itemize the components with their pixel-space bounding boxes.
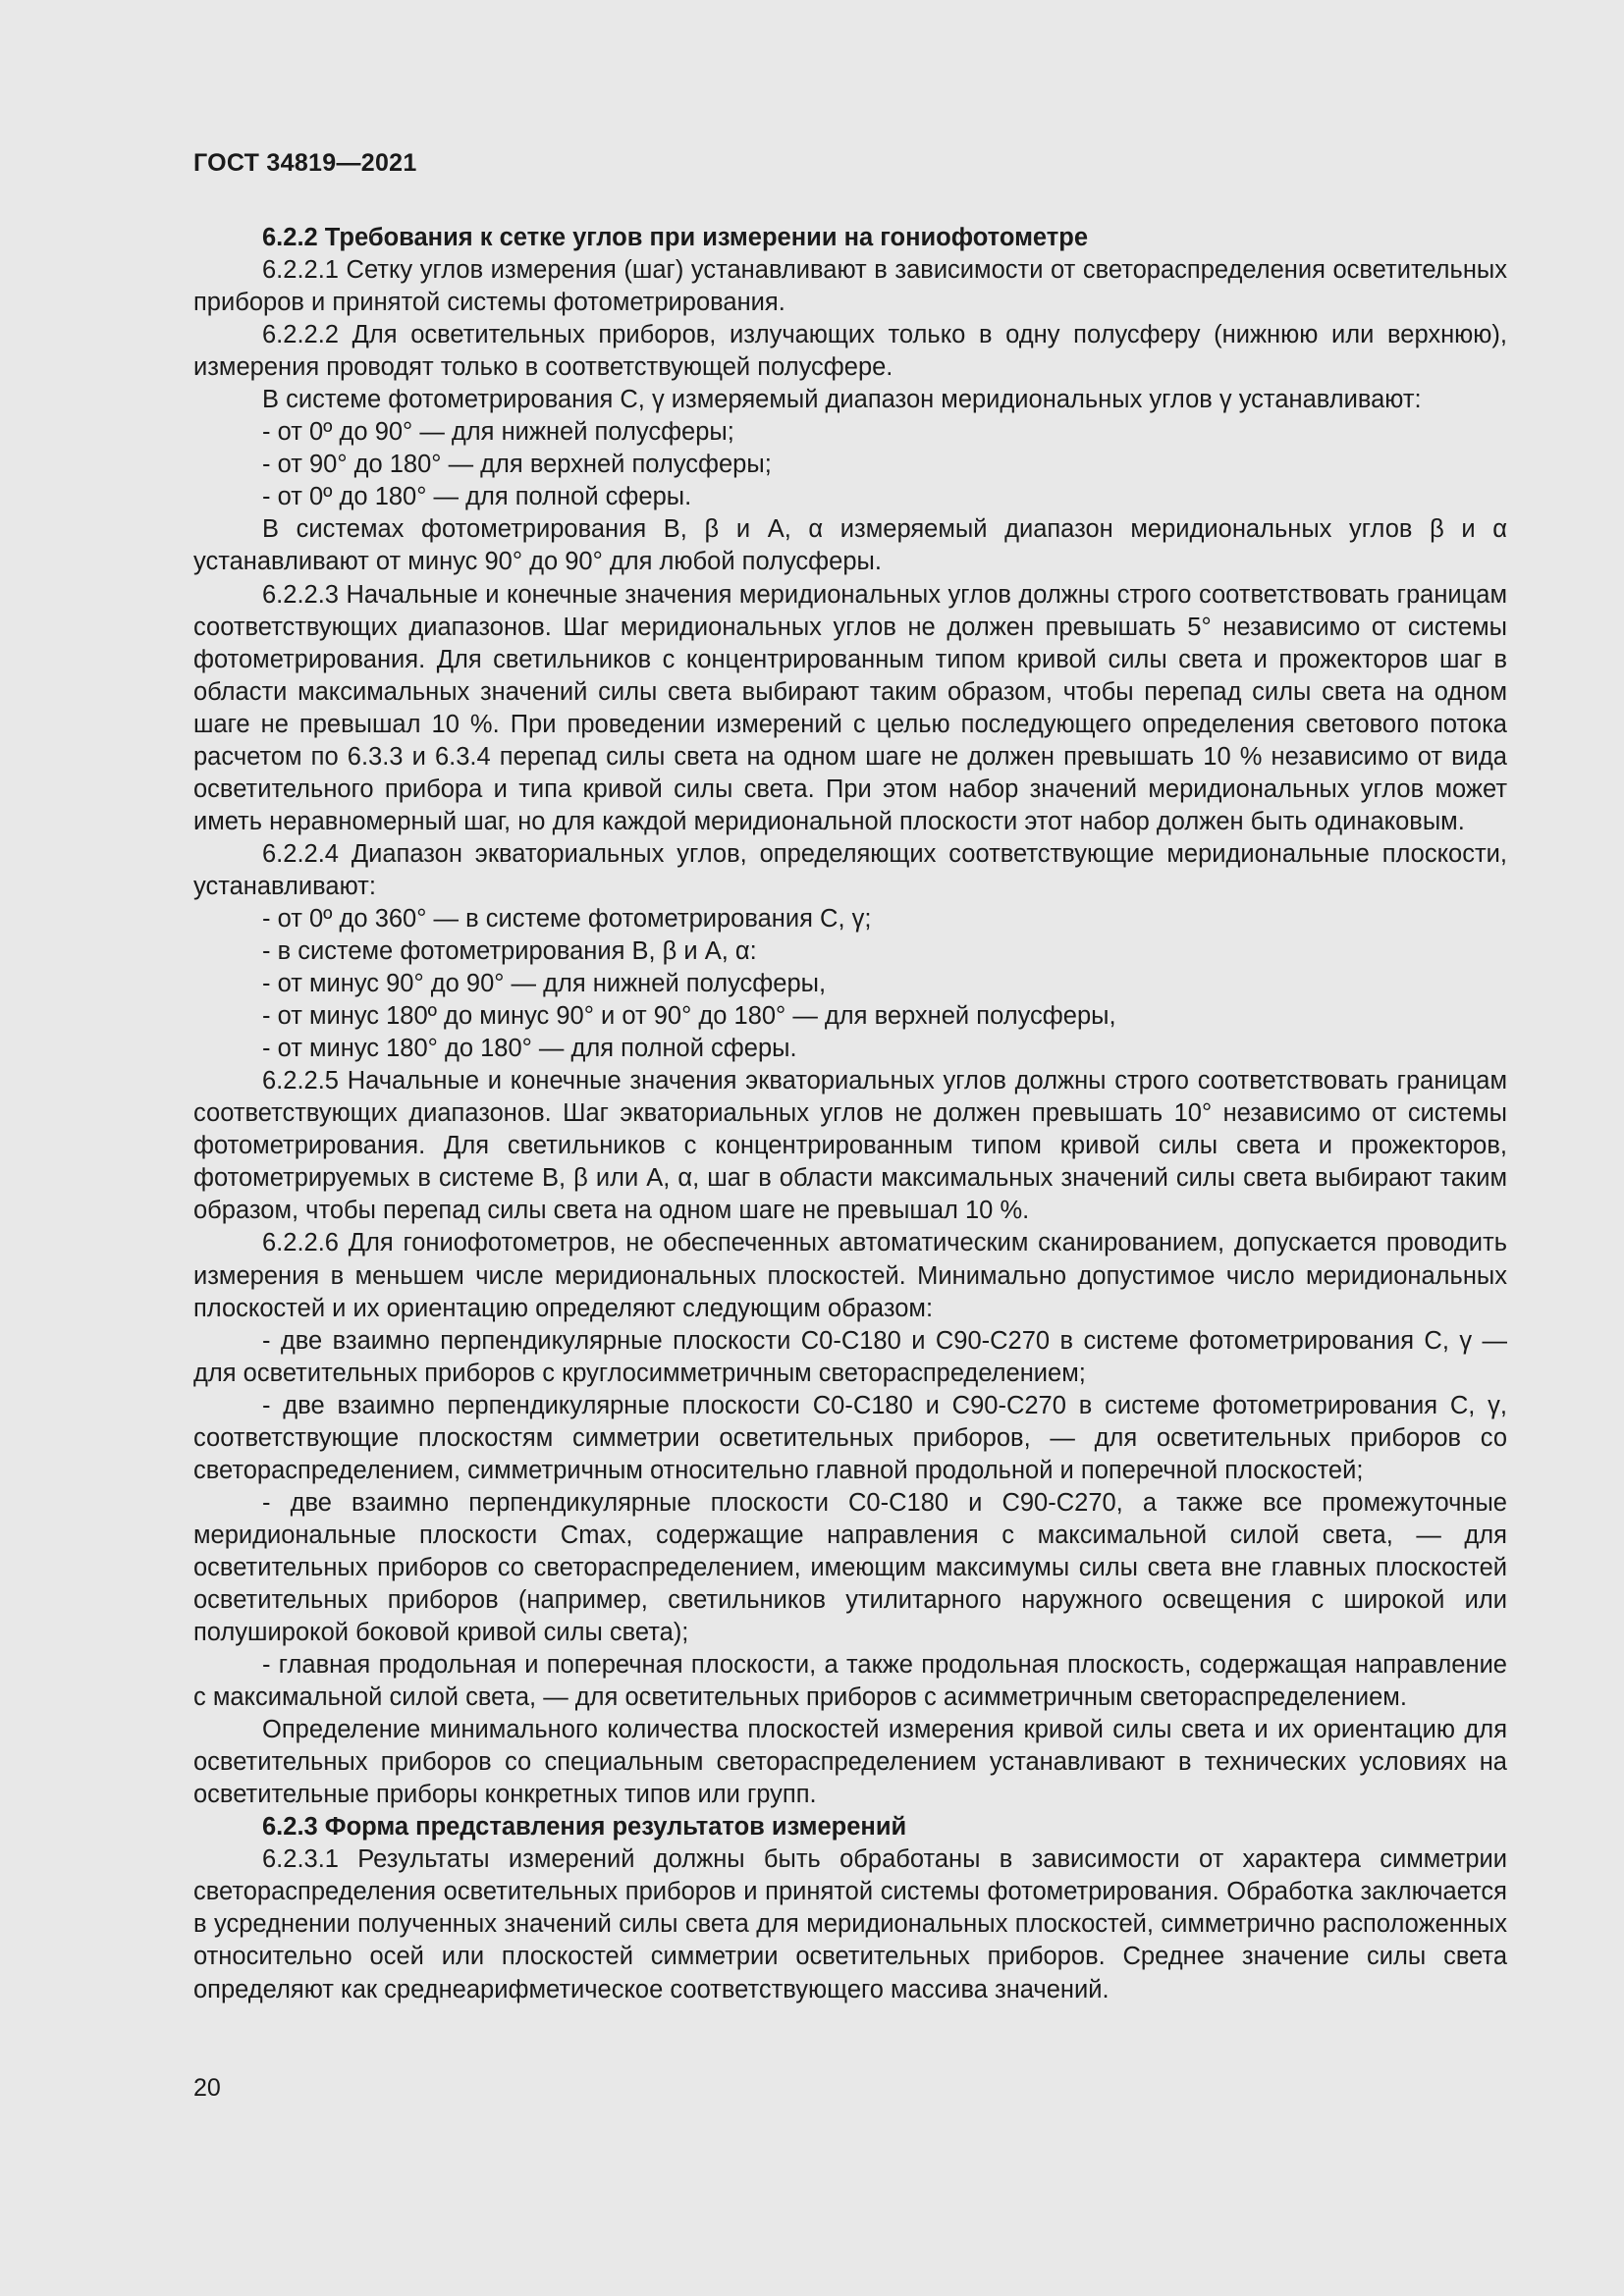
paragraph: В системах фотометрирования В, β и А, α измеряемый диапазон меридиональных углов β и α устанавливают от минус 90° до 90° для любой полусферы. xyxy=(193,515,1507,576)
paragraph: В системе фотометрирования С, γ измеряемый диапазон меридиональных углов γ устанавливают: xyxy=(262,386,1422,414)
list-item: - от 0º до 90° — для нижней полусферы; xyxy=(262,418,734,447)
list-item: - от минус 180º до минус 90° и от 90° до 180° — для верхней полусферы, xyxy=(262,1002,1116,1031)
section-heading-6-2-2: 6.2.2 Требования к сетке углов при измерении на гониофотометре xyxy=(262,224,1089,251)
list-item: - две взаимно перпендикулярные плоскости С0-С180 и С90-С270 в системе фотометрирования С, γ — для осветительных приборов с круглосимметричным светораспределением; xyxy=(193,1326,1507,1387)
paragraph-6-2-2-4: 6.2.2.4 Диапазон экваториальных углов, определяющих соответствующие меридиональные плоскости, устанавливают: xyxy=(193,839,1507,900)
paragraph: Определение минимального количества плоскостей измерения кривой силы света и их ориентацию для осветительных приборов со специальным светораспределением устанавливают в технических условиях на осветительные приборы конкретных типов или групп. xyxy=(193,1716,1507,1809)
list-item: - главная продольная и поперечная плоскости, а также продольная плоскость, содержащая направление с максимальной силой света, — для осветительных приборов с асимметричным светораспределением. xyxy=(193,1651,1507,1712)
section-heading-6-2-3: 6.2.3 Форма представления результатов измерений xyxy=(262,1813,907,1842)
paragraph-6-2-3-1: 6.2.3.1 Результаты измерений должны быть обработаны в зависимости от характера симметрии светораспределения осветительных приборов и принятой системы фотометрирования. Обработка заключается в усреднении полученных значений силы света для меридиональных плоскостей, симметрично расположенных относительно осей или плоскостей симметрии осветительных приборов. Среднее значение силы света определяют как среднеарифметическое соответствующего массива значений. xyxy=(193,1845,1507,2003)
list-item: - две взаимно перпендикулярные плоскости С0-С180 и С90-С270 в системе фотометрирования С, γ, соответствующие плоскостям симметрии осветительных приборов, — для осветительных приборов со светораспределением, симметричным относительно главной продольной и поперечной плоскостей; xyxy=(193,1391,1507,1484)
document-body xyxy=(193,222,1507,2006)
list-item: - от 0º до 180° — для полной сферы. xyxy=(262,483,692,511)
paragraph-6-2-2-2: 6.2.2.2 Для осветительных приборов, излучающих только в одну полусферу (нижнюю или верхнюю), измерения проводят только в соответствующей полусфере. xyxy=(193,321,1507,382)
paragraph-6-2-2-3: 6.2.2.3 Начальные и конечные значения меридиональных углов должны строго соответствовать границам соответствующих диапазонов. Шаг меридиональных углов не должен превышать 5° независимо от системы фотометрирования. Для светильников с концентрированным типом кривой силы света и прожекторов шаг в области максимальных значений силы света выбирают таким образом, чтобы перепад силы света на одном шаге не превышал 10 %. При проведении измерений с целью последующего определения светового потока расчетом по 6.3.3 и 6.3.4 перепад силы света на одном шаге не должен превышать 10 % независимо от вида осветительного прибора и типа кривой силы света. При этом набор значений меридиональных углов может иметь неравномерный шаг, но для каждой меридиональной плоскости этот набор должен быть одинаковым. xyxy=(193,580,1507,835)
document-header: ГОСТ 34819—2021 xyxy=(193,149,417,177)
list-item: - от минус 90° до 90° — для нижней полусферы, xyxy=(262,970,827,998)
paragraph-6-2-2-6: 6.2.2.6 Для гониофотометров, не обеспеченных автоматическим сканированием, допускается проводить измерения в меньшем числе меридиональных плоскостей. Минимально допустимое число меридиональных плоскостей и их ориентацию определяют следующим образом: xyxy=(193,1229,1507,1322)
list-item: - в системе фотометрирования В, β и А, α: xyxy=(262,937,757,966)
paragraph-6-2-2-5: 6.2.2.5 Начальные и конечные значения экваториальных углов должны строго соответствовать границам соответствующих диапазонов. Шаг экваториальных углов не должен превышать 10° независимо от системы фотометрирования. Для светильников с концентрированным типом кривой силы света и прожекторов, фотометрируемых в системе В, β или А, α, шаг в области максимальных значений силы света выбирают таким образом, чтобы перепад силы света на одном шаге не превышал 10 %. xyxy=(193,1067,1507,1225)
page-number: 20 xyxy=(193,2074,221,2102)
list-item: - две взаимно перпендикулярные плоскости С0-С180 и С90-С270, а также все промежуточные меридиональные плоскости Сmax, содержащие направления с максимальной силой света, — для осветительных приборов со светораспределением, имеющим максимумы силы света вне главных плоскостей осветительных приборов (например, светильников утилитарного наружного освещения с широкой или полуширокой боковой кривой силы света); xyxy=(193,1488,1507,1647)
paragraph-6-2-2-1: 6.2.2.1 Сетку углов измерения (шаг) устанавливают в зависимости от светораспределения осветительных приборов и принятой системы фотометрирования. xyxy=(193,256,1507,317)
list-item: - от 90° до 180° — для верхней полусферы; xyxy=(262,451,772,479)
list-item: - от 0º до 360° — в системе фотометрирования С, γ; xyxy=(262,904,872,933)
list-item: - от минус 180° до 180° — для полной сферы. xyxy=(262,1035,797,1063)
